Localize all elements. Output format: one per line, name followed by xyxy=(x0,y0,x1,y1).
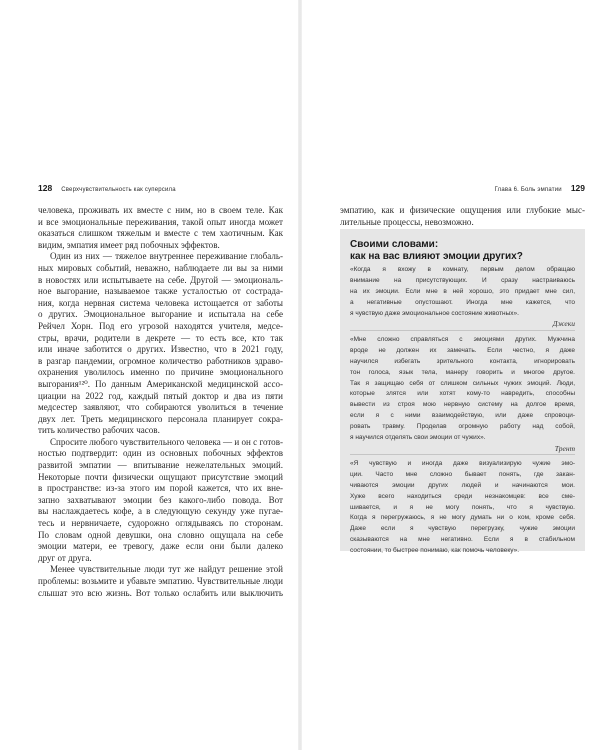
text-line: эмпатию, как и физические ощущения или глубокие мыс- xyxy=(340,205,585,215)
left-page-number: 128 xyxy=(38,183,53,193)
text-line: запно захватывают эмоции без какого-либо повода. Вот xyxy=(38,494,283,505)
quote-line: Так я защищаю себя от слишком сильных чужих эмоций. Люди, xyxy=(350,379,575,387)
text-line: ностью подтвердит: один из основных побочных эффектов xyxy=(38,448,283,459)
sidebar-quote xyxy=(350,265,575,330)
quote-line: вроде не должен их замечать. Если честно, я даже xyxy=(350,346,575,354)
text-line: стры, врачи, родители в декрете — то есть все, кто так xyxy=(38,332,283,343)
quote-line: сказываются на мне негативно. Если я в стабильном xyxy=(350,536,575,544)
text-line: о других. Эмоциональное выгорание и испытала на себе xyxy=(38,309,283,320)
text-line: в разгар пандемии, огромное количество работников здраво- xyxy=(38,355,283,366)
quote-line: я научился отделять свои эмоции от чужих». xyxy=(350,434,486,442)
quote-line: научился избегать зрительного контакта, игнорировать xyxy=(350,357,575,365)
text-line: проблемы: возьмите и убавьте эмпатию. Чувствительные люди xyxy=(38,576,283,586)
quote-line: внимание на присутствующих. И сразу настраиваюсь xyxy=(350,276,575,284)
text-line: в новостях или испытываете на себе. Другой — эмоциональ- xyxy=(38,274,283,285)
quote-line: если я с ними взаимодействую, или даже спровоци- xyxy=(350,412,575,420)
text-line: ное выгорание, называемое также усталостью от сострада- xyxy=(38,286,283,297)
text-line: ния, когда нервная система человека истощается от заботы xyxy=(38,297,283,308)
text-line: циации на 2022 год, каждый пятый доктор и два из пяти xyxy=(38,390,283,401)
quote-divider xyxy=(350,330,575,331)
text-line: тесь и нервничаете, судорожно оглядываясь по сторонам. xyxy=(38,518,283,529)
text-line: человека, проживать их вместе с ним, но в своем теле. Как xyxy=(38,205,283,215)
text-line: видим, эмпатия имеет ряд побочных эффектов. xyxy=(38,239,220,250)
left-running-head: Сверхчувствительность как суперсила xyxy=(61,187,176,193)
quote-author: Трент xyxy=(554,443,575,453)
quote-line: шивается, и я не могу понять, что я чувствую. xyxy=(350,503,575,511)
quote-line: вывести из строя мою нервную систему на долгое время, xyxy=(350,401,575,409)
sidebar-title-line: как на вас влияют эмоции других? xyxy=(350,251,523,262)
sidebar-quote xyxy=(350,459,575,557)
text-line: эмоции матери, ее тревогу, даже если они были далеко xyxy=(38,541,283,552)
left-page-header xyxy=(38,183,283,195)
quote-divider xyxy=(350,454,575,455)
text-line: ных мировых событий, неважно, наблюдаете ли вы за ними xyxy=(38,262,283,273)
quote-line: которые злятся или хотят кому-то навредить, способны xyxy=(350,390,575,398)
text-line: Менее чувствительные люди тут же найдут решение этой xyxy=(50,564,283,575)
text-line: Рейчел Хорн. Под его угрозой находятся учителя, медсе- xyxy=(38,320,283,331)
quote-line: я чувствую даже эмоциональное состояние животных». xyxy=(350,309,519,317)
text-line: двух лет. Треть медицинского персонала планирует сокра- xyxy=(38,413,283,424)
text-line: друг от друга. xyxy=(38,552,92,563)
text-line: в пространстве: из-за этого им порой кажется, что их вне- xyxy=(38,483,283,494)
quote-line: Когда я перегружаюсь, я не могу думать ни о ком, кроме себя. xyxy=(350,514,575,522)
right-running-head: Глава 6. Боль эмпатии xyxy=(494,187,562,193)
quote-line: Хуже всего находиться среди незнакомцев: все сме- xyxy=(350,492,575,500)
text-line: медсестер заявляют, что собираются уволиться в течение xyxy=(38,402,283,413)
text-line: охранения уволилось именно по причине эмоционального xyxy=(38,367,283,378)
right-page-header xyxy=(340,183,585,195)
quote-line: «Когда я вхожу в комнату, первым делом обращаю xyxy=(350,266,575,273)
sidebar-quote xyxy=(350,335,575,455)
quote-line: на их эмоции. Если мне в ней хорошо, это придает мне сил, xyxy=(350,287,575,295)
text-line: По словам одной девушки, она словно ощущала на себе xyxy=(38,529,283,540)
quote-line: Даже если я чувствую перегрузку, чужие эмоции xyxy=(350,525,575,533)
quote-line: «Я чувствую и иногда даже визуализирую чужие эмо- xyxy=(350,460,575,467)
right-page-number: 129 xyxy=(570,183,585,193)
quote-line: тон голоса, язык тела, манеру говорить и многое другое. xyxy=(350,368,575,376)
quote-line: а негативные опустошают. Иногда мне кажется, что xyxy=(350,298,575,306)
left-body-text xyxy=(38,205,283,599)
text-line: Спросите любого чувствительного человека — и он с готов- xyxy=(50,436,283,447)
text-line: Один из них — тяжелое внутреннее переживание глобаль- xyxy=(50,251,283,262)
quote-line: ции. Часто мне сложно бывает понять, где закан- xyxy=(350,470,575,478)
text-line: вы наслаждаетесь кофе, а в следующую секунду уже пугае- xyxy=(38,506,283,517)
text-line: слышат это всю жизнь. Вот только ослабить или выключить xyxy=(38,587,283,598)
quote-line: «Мне сложно справляться с эмоциями других. Мужчина xyxy=(350,336,575,343)
quote-line: чиваются эмоции других людей и начинаются мои. xyxy=(350,481,575,489)
right-body-text xyxy=(340,205,585,228)
text-line: оказаться слишком тяжелым и вместе с тем хаотичным. Как xyxy=(38,228,283,239)
text-line: тить количество рабочих часов. xyxy=(38,425,160,436)
text-line: Некоторые почти физически ощущают присутствие эмоций xyxy=(38,471,283,482)
quote-author: Джеки xyxy=(552,319,575,329)
text-line: или иначе заботится о других. Известно, что в 2021 году, xyxy=(38,344,283,355)
text-line: развитой эмпатии — впитывание нежелательных эмоций. xyxy=(38,460,283,471)
text-line: выгорания¹²⁰. По данным Американской медицинской ассо- xyxy=(38,378,283,389)
sidebar-box xyxy=(340,229,585,555)
sidebar-title-line: Своими словами: xyxy=(350,239,439,250)
quote-line: состоянии, то быстрее понимаю, как помочь человеку». xyxy=(350,547,520,555)
book-gutter xyxy=(298,0,302,750)
text-line: лительные процессы, невозможно. xyxy=(340,216,474,227)
quote-line: ровать травму. Проделав огромную работу над собой, xyxy=(350,423,575,431)
sidebar-title xyxy=(350,239,575,263)
text-line: и все эмоциональные переживания, такой опыт иногда может xyxy=(38,216,283,227)
